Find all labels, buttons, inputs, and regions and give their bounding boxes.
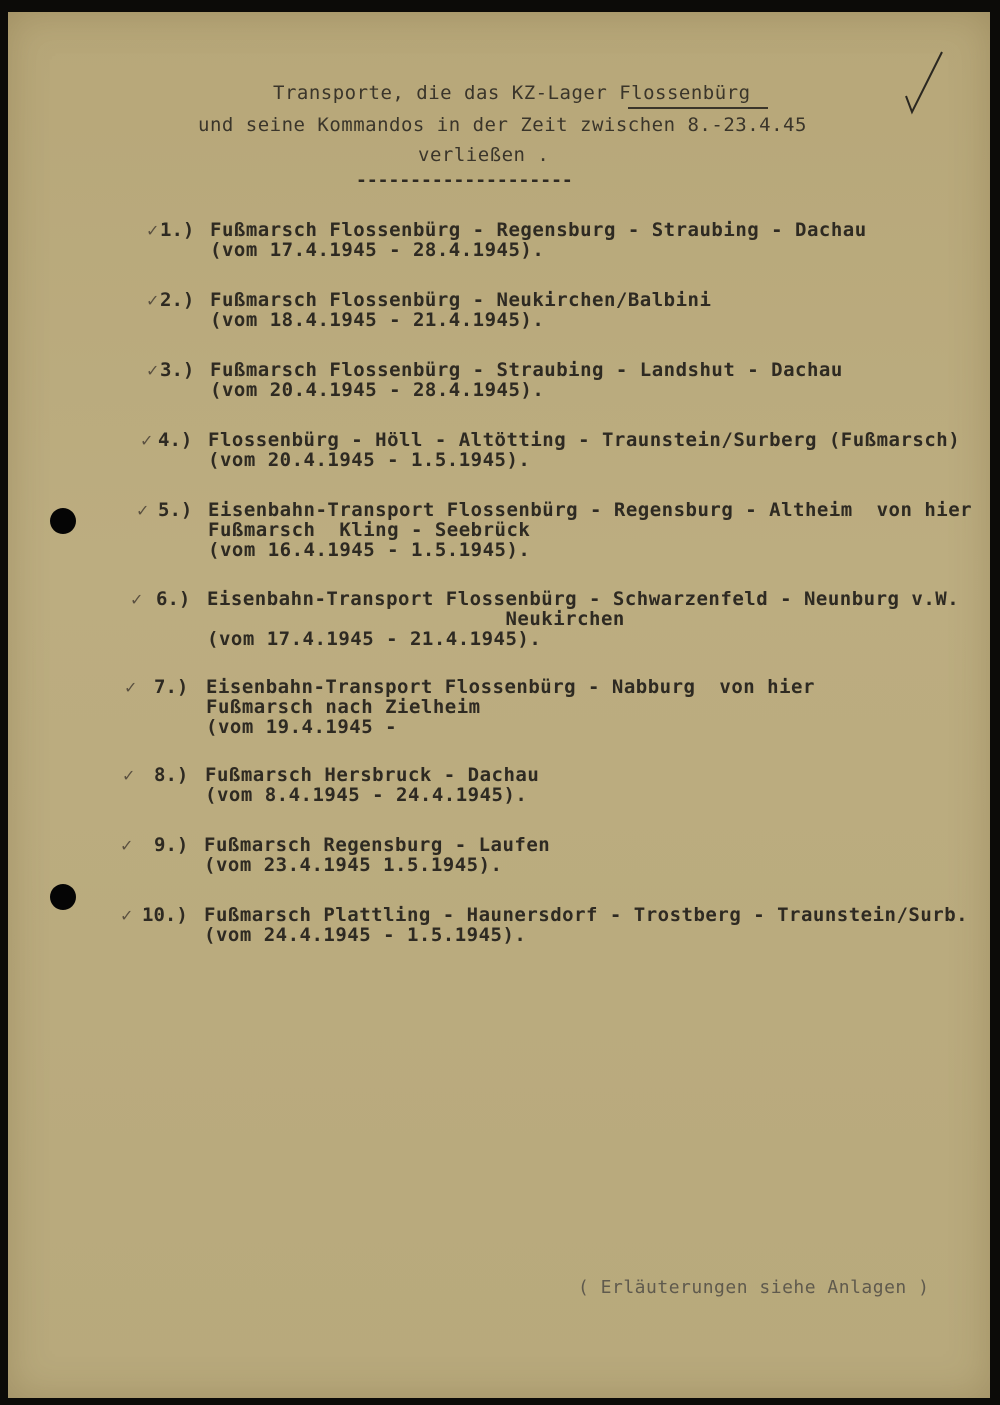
transport-number: 7.) [154, 676, 189, 698]
transport-number: 4.) [158, 429, 193, 451]
transport-number: 6.) [156, 588, 191, 610]
check-tick-icon: ✓ [136, 501, 150, 520]
transport-line: Eisenbahn-Transport Flossenbürg - Schwarzenfeld - Neunburg v.W. [207, 588, 960, 610]
transport-number: 2.) [160, 289, 195, 311]
transport-number: 1.) [160, 219, 195, 241]
transport-number: 5.) [158, 499, 193, 521]
transport-line: (vom 17.4.1945 - 28.4.1945). [210, 239, 545, 261]
title-line-3: verließen . [418, 144, 550, 166]
transport-number: 8.) [154, 764, 189, 786]
transport-line: Fußmarsch Hersbruck - Dachau [205, 764, 540, 786]
transport-line: (vom 16.4.1945 - 1.5.1945). [208, 539, 531, 561]
transport-line: (vom 8.4.1945 - 24.4.1945). [205, 784, 528, 806]
transport-line: Fußmarsch Kling - Seebrück [208, 519, 531, 541]
punch-hole-top [50, 508, 76, 534]
transport-line: (vom 17.4.1945 - 21.4.1945). [207, 628, 542, 650]
transport-number: 10.) [142, 904, 188, 926]
check-tick-icon: ✓ [122, 766, 136, 785]
punch-hole-bottom [50, 884, 76, 910]
handwritten-check-icon [898, 48, 948, 118]
transport-line: (vom 24.4.1945 - 1.5.1945). [204, 924, 527, 946]
check-tick-icon: ✓ [130, 590, 144, 609]
footnote: ( Erläuterungen siehe Anlagen ) [578, 1277, 930, 1298]
transport-line: (vom 20.4.1945 - 28.4.1945). [210, 379, 545, 401]
transport-number: 3.) [160, 359, 195, 381]
transport-line: Fußmarsch Plattling - Haunersdorf - Trostberg - Traunstein/Surb. [204, 904, 969, 926]
transport-line: (vom 23.4.1945 1.5.1945). [204, 854, 503, 876]
check-tick-icon: ✓ [146, 221, 160, 240]
transport-line: (vom 20.4.1945 - 1.5.1945). [208, 449, 531, 471]
transport-line: Fußmarsch Flossenbürg - Straubing - Landshut - Dachau [210, 359, 843, 381]
check-tick-icon: ✓ [146, 291, 160, 310]
transport-number: 9.) [154, 834, 189, 856]
transport-line: Fußmarsch Flossenbürg - Regensburg - Straubing - Dachau [210, 219, 867, 241]
check-tick-icon: ✓ [120, 906, 134, 925]
title-separator: -------------------- [356, 170, 573, 191]
transport-line: Flossenbürg - Höll - Altötting - Traunstein/Surberg (Fußmarsch) [208, 429, 961, 451]
transport-line: Fußmarsch nach Zielheim [206, 696, 481, 718]
transport-line: (vom 18.4.1945 - 21.4.1945). [210, 309, 545, 331]
check-tick-icon: ✓ [140, 431, 154, 450]
title-underline [628, 107, 768, 109]
transport-line: Neukirchen [207, 608, 625, 630]
check-tick-icon: ✓ [124, 678, 138, 697]
transport-line: Eisenbahn-Transport Flossenbürg - Nabburg von hier [206, 676, 815, 698]
transport-line: (vom 19.4.1945 - [206, 716, 398, 738]
transport-line: Fußmarsch Flossenbürg - Neukirchen/Balbini [210, 289, 712, 311]
title-line-2: und seine Kommandos in der Zeit zwischen 8.-23.4.45 [198, 114, 807, 136]
title-line-1: Transporte, die das KZ-Lager Flossenbürg [273, 82, 751, 104]
transport-line: Eisenbahn-Transport Flossenbürg - Regensburg - Altheim von hier [208, 499, 973, 521]
check-tick-icon: ✓ [146, 361, 160, 380]
transport-line: Fußmarsch Regensburg - Laufen [204, 834, 551, 856]
check-tick-icon: ✓ [120, 836, 134, 855]
document-page [8, 12, 990, 1398]
